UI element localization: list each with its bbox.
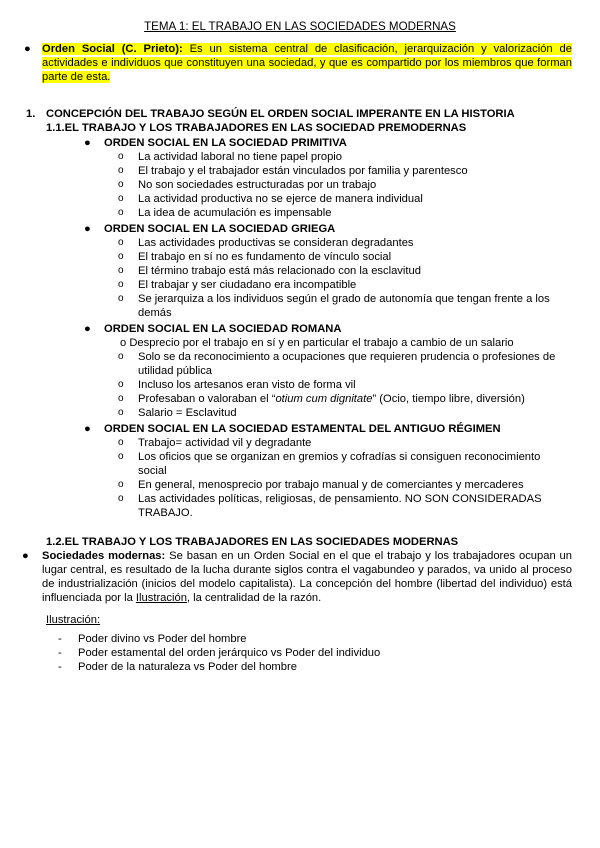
list-item [0,436,568,450]
circle-bullet-icon: o [118,451,124,462]
section-heading: ORDEN SOCIAL EN LA SOCIEDAD GRIEGA [104,223,336,235]
list-item [0,350,568,378]
list-item: o Profesaban o valoraban el “otium cum dignitate” (Ocio, tiempo libre, diversión) [118,393,525,405]
section-heading: ORDEN SOCIAL EN LA SOCIEDAD ESTAMENTAL DEL ANTIGUO RÉGIMEN [104,423,501,435]
document-title: TEMA 1: EL TRABAJO EN LAS SOCIEDADES MODERNAS [144,20,456,33]
dash-bullet-icon: - [58,633,62,645]
circle-bullet-icon: o [118,493,124,504]
bullet-icon: ● [84,137,91,149]
circle-bullet-icon: o [118,207,124,218]
bullet-icon: ● [24,43,31,55]
list-item [0,150,568,164]
circle-bullet-icon: o [118,179,124,190]
list-item-text: La actividad laboral no tiene papel propio [138,151,343,163]
list-item [0,192,568,206]
list-item-text: El término trabajo está más relacionado con la esclavitud [138,265,421,277]
sociedades-modernas-paragraph: ● Sociedades modernas: Se basan en un Orden Social en el que el trabajo y los trabajadores ocupan un lugar central, es resultado de la lucha durante siglos contra el vagabundeo y parados, va unido al proceso de industrialización (inicios del modelo capitalista). La concepción del hombre (libertad del individuo) está influenciada por la Ilustración, la centralidad de la razón. [22,550,572,604]
list-item-text: La idea de acumulación es impensable [138,207,332,219]
list-item [0,264,568,278]
section-estamental [0,422,600,520]
list-item [0,236,568,250]
circle-bullet-icon: o [118,165,124,176]
bullet-icon: ● [22,550,29,562]
subsection-1-2-heading: 1.2.EL TRABAJO Y LOS TRABAJADORES EN LAS SOCIEDADES MODERNAS [46,536,459,548]
list-item-text: La actividad productiva no se ejerce de manera individual [138,193,423,205]
definition-term: Orden Social (C. Prieto): [42,43,183,55]
circle-bullet-icon: o [118,379,124,390]
list-item-text: El trabajar y ser ciudadano era incompatible [138,279,357,291]
list-item [0,206,568,220]
dash-bullet-icon: - [58,661,62,673]
list-item-text: Incluso los artesanos eran visto de forma vil [138,379,356,391]
list-item-text: En general, menosprecio por trabajo manual y de comerciantes y mercaderes [138,479,524,491]
list-griega [0,236,600,320]
circle-bullet-icon: o [118,265,124,276]
bullet-icon: ● [84,223,91,235]
definition-text: Es un sistema central de clasificación, jerarquización y valorización de actividades e individuos que constituyen una sociedad, y que es compartido por los miembros que forman parte de esta. [42,43,572,83]
list-item [0,450,568,478]
list-item [0,478,568,492]
circle-bullet-icon: o [118,237,124,248]
bullet-icon: ● [84,423,91,435]
subsection-1-1-heading: 1.1.EL TRABAJO Y LOS TRABAJADORES EN LAS SOCIEDAD PREMODERNAS [46,122,467,134]
modern-term: Sociedades modernas: [42,550,166,562]
list-item: o Desprecio por el trabajo en sí y en particular el trabajo a cambio de un salario [120,337,514,349]
circle-bullet-icon: o [118,279,124,290]
circle-bullet-icon: o [118,193,124,204]
bullet-icon: ● [84,323,91,335]
circle-bullet-icon: o [118,151,124,162]
otium-term: otium cum dignitate [275,393,373,405]
dash-bullet-icon: - [58,647,62,659]
list-item [58,660,380,674]
list-item [0,250,568,264]
circle-bullet-icon: o [118,479,124,490]
circle-bullet-icon: o [118,437,124,448]
list-item-text: El trabajo y el trabajador están vinculados por familia y parentesco [138,165,468,177]
list-item [0,278,568,292]
list-item-text: Poder estamental del orden jerárquico vs Poder del individuo [78,647,381,659]
list-illustration [58,632,380,674]
section-griega [0,222,600,320]
list-item-text: Trabajo= actividad vil y degradante [138,437,312,449]
list-item-text: Las actividades políticas, religiosas, de pensamiento. NO SON CONSIDERADAS TRABAJO. [138,493,542,519]
circle-bullet-icon: o [118,251,124,262]
list-estamental [0,436,600,520]
list-item [58,646,380,660]
circle-bullet-icon: o [118,407,124,418]
section-romana [0,322,600,420]
list-item: o Salario = Esclavitud [118,407,237,419]
ilustracion-link-text: Ilustración [135,592,187,604]
list-item [0,178,568,192]
list-romana [0,350,600,392]
list-item [0,164,568,178]
circle-bullet-icon: o [118,351,124,362]
section-heading: ORDEN SOCIAL EN LA SOCIEDAD PRIMITIVA [104,137,347,149]
list-item-text: No son sociedades estructuradas por un trabajo [138,179,377,191]
list-item [0,378,568,392]
list-item-text: Poder divino vs Poder del hombre [78,633,247,645]
list-item-text: Se jerarquiza a los individuos según el grado de autonomía que tengan frente a los demás [138,293,550,319]
circle-bullet-icon: o [118,293,124,304]
list-item-text: Las actividades productivas se consideran degradantes [138,237,414,249]
section-heading: ORDEN SOCIAL EN LA SOCIEDAD ROMANA [104,323,342,335]
orden-social-definition [24,42,572,84]
list-item-text: Los oficios que se organizan en gremios y cofradías si consiguen reconocimiento social [138,451,541,477]
list-item-text: El trabajo en sí no es fundamento de vínculo social [138,251,392,263]
list-item [0,292,568,320]
section-1-heading: 1. CONCEPCIÓN DEL TRABAJO SEGÚN EL ORDEN SOCIAL IMPERANTE EN LA HISTORIA [26,108,515,120]
list-item [0,492,568,520]
section-primitiva [0,136,600,220]
list-item [58,632,380,646]
list-item-text: Solo se da reconocimiento a ocupaciones que requieren prudencia o profesiones de utilidad pública [138,351,556,377]
circle-bullet-icon: o [118,393,124,404]
list-primitiva [0,150,600,220]
list-item-text: Poder de la naturaleza vs Poder del hombre [78,661,297,673]
illustration-label: Ilustración: [46,614,101,626]
